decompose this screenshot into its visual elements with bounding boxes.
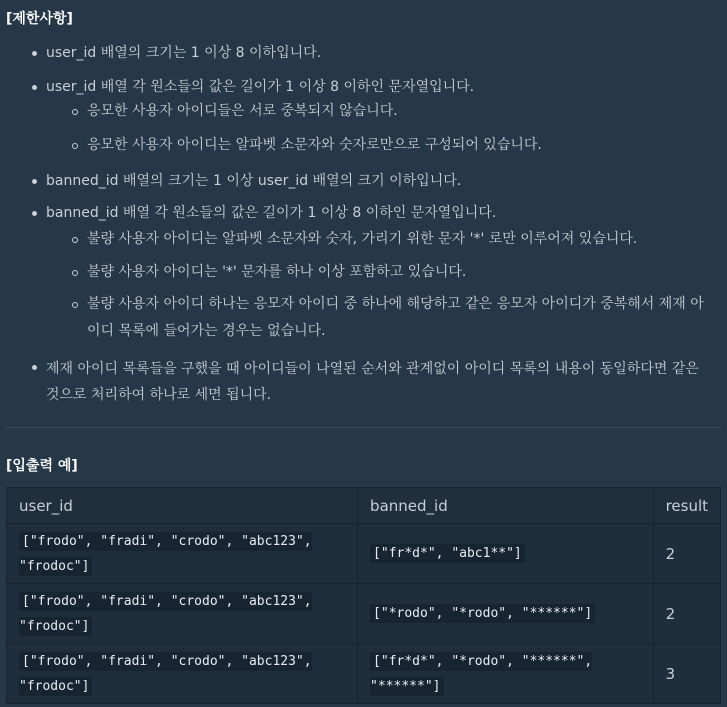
constraint-subitem: 응모한 사용자 아이디는 알파벳 소문자와 숫자로만으로 구성되어 있습니다. bbox=[87, 132, 717, 159]
table-header-row bbox=[7, 488, 721, 524]
cell-banned-id: ["*rodo", "*rodo", "******"] bbox=[358, 584, 654, 644]
cell-user-id: ["frodo", "fradi", "crodo", "abc123", "frodoc"] bbox=[7, 584, 358, 644]
bullet-icon bbox=[32, 51, 37, 56]
circle-bullet-icon bbox=[72, 237, 78, 243]
examples-title: [입출력 예] bbox=[6, 458, 78, 474]
bullet-icon bbox=[32, 365, 37, 370]
circle-bullet-icon bbox=[72, 270, 78, 276]
constraint-subitem: 응모한 사용자 아이디들은 서로 중복되지 않습니다. bbox=[87, 98, 717, 125]
header-result: result bbox=[653, 488, 720, 524]
cell-result: 2 bbox=[653, 524, 720, 584]
constraint-item: user_id 배열의 크기는 1 이상 8 이하입니다. bbox=[46, 42, 716, 64]
bullet-icon bbox=[32, 179, 37, 184]
cell-result: 3 bbox=[653, 644, 720, 704]
cell-user-id: ["frodo", "fradi", "crodo", "abc123", "frodoc"] bbox=[7, 644, 358, 704]
cell-result: 2 bbox=[653, 584, 720, 644]
cell-banned-id: ["fr*d*", "*rodo", "******", "******"] bbox=[358, 644, 654, 704]
constraint-item: banned_id 배열 각 원소들의 값은 길이가 1 이상 8 이하인 문자열입니다. bbox=[46, 202, 716, 224]
constraint-item: banned_id 배열의 크기는 1 이상 user_id 배열의 크기 이하입니다. bbox=[46, 170, 716, 192]
constraint-item: 제재 아이디 목록들을 구했을 때 아이디들이 나열된 순서와 관계없이 아이디 목록의 내용이 동일하다면 같은 것으로 처리하여 하나로 세면 됩니다. bbox=[46, 356, 711, 408]
bullet-icon bbox=[32, 85, 37, 90]
examples-table bbox=[6, 487, 721, 704]
table-row bbox=[7, 644, 721, 704]
header-user-id: user_id bbox=[7, 488, 358, 524]
table-row bbox=[7, 584, 721, 644]
cell-user-id: ["frodo", "fradi", "crodo", "abc123", "frodoc"] bbox=[7, 524, 358, 584]
circle-bullet-icon bbox=[72, 109, 78, 115]
constraint-item: user_id 배열 각 원소들의 값은 길이가 1 이상 8 이하인 문자열입니다. bbox=[46, 76, 716, 98]
constraint-subitem: 불량 사용자 아이디는 알파벳 소문자와 숫자, 가리기 위한 문자 '*' 로만 이루어져 있습니다. bbox=[87, 226, 717, 253]
constraint-subitem: 불량 사용자 아이디는 '*' 문자를 하나 이상 포함하고 있습니다. bbox=[87, 259, 717, 286]
circle-bullet-icon bbox=[72, 302, 78, 308]
header-banned-id: banned_id bbox=[358, 488, 654, 524]
circle-bullet-icon bbox=[72, 143, 78, 149]
constraints-title: [제한사항] bbox=[6, 11, 73, 27]
section-divider bbox=[6, 427, 721, 428]
cell-banned-id: ["fr*d*", "abc1**"] bbox=[358, 524, 654, 584]
table-row bbox=[7, 524, 721, 584]
constraint-subitem: 불량 사용자 아이디 하나는 응모자 아이디 중 하나에 해당하고 같은 응모자 아이디가 중복해서 제재 아이디 목록에 들어가는 경우는 없습니다. bbox=[87, 291, 711, 345]
bullet-icon bbox=[32, 211, 37, 216]
